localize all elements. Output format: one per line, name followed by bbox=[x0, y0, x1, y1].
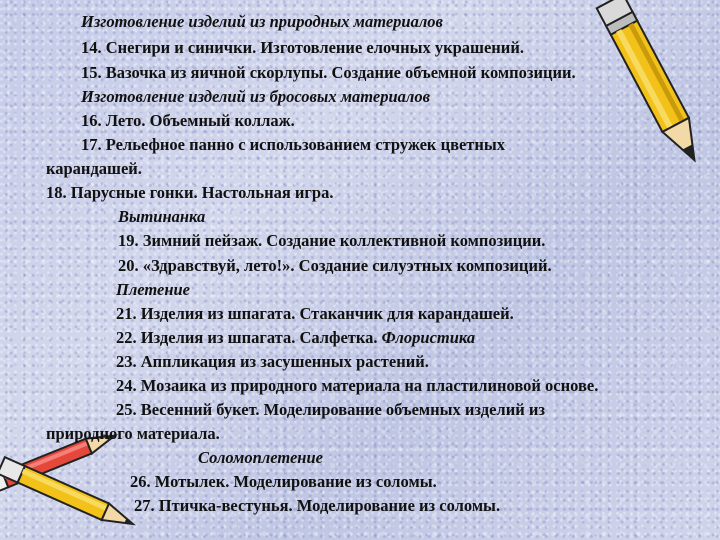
list-item-16: 16. Лето. Объемный коллаж. bbox=[81, 111, 295, 130]
section-heading-floristics: Флористика bbox=[377, 328, 476, 347]
list-item-19: 19. Зимний пейзаж. Создание коллективной композиции. bbox=[118, 231, 546, 250]
pencil-icon bbox=[592, 0, 720, 180]
list-item-25: 25. Весенний букет. Моделирование объемных изделий из bbox=[116, 400, 545, 419]
list-item-24: 24. Мозаика из природного материала на пластилиновой основе. bbox=[116, 376, 599, 395]
list-item-14: 14. Снегири и синички. Изготовление елочных украшений. bbox=[81, 38, 524, 57]
section-heading-vytynanka: Вытинанка bbox=[118, 207, 206, 226]
section-heading-weaving: Плетение bbox=[116, 280, 191, 299]
list-item-27: 27. Птичка-вестунья. Моделирование из соломы. bbox=[134, 496, 501, 515]
list-item-25-cont: природного материала. bbox=[46, 424, 220, 443]
list-item-21: 21. Изделия из шпагата. Стаканчик для карандашей. bbox=[116, 304, 514, 323]
list-item-17: 17. Рельефное панно с использованием стружек цветных bbox=[81, 135, 506, 154]
list-item-17-cont: карандашей. bbox=[46, 159, 142, 178]
list-item-26: 26. Мотылек. Моделирование из соломы. bbox=[130, 472, 437, 491]
list-item-22 bbox=[116, 327, 475, 349]
list-item-23: 23. Аппликация из засушенных растений. bbox=[116, 352, 429, 371]
section-heading-natural: Изготовление изделий из природных материалов bbox=[81, 12, 443, 31]
list-item-18: 18. Парусные гонки. Настольная игра. bbox=[46, 183, 334, 202]
list-item-22-text: 22. Изделия из шпагата. Салфетка. bbox=[116, 328, 378, 347]
list-item-20: 20. «Здравствуй, лето!». Создание силуэтных композиций. bbox=[118, 256, 552, 275]
list-item-15: 15. Вазочка из яичной скорлупы. Создание объемной композиции. bbox=[81, 63, 576, 82]
section-heading-straw: Соломоплетение bbox=[198, 448, 323, 467]
section-heading-waste: Изготовление изделий из бросовых материалов bbox=[81, 87, 430, 106]
